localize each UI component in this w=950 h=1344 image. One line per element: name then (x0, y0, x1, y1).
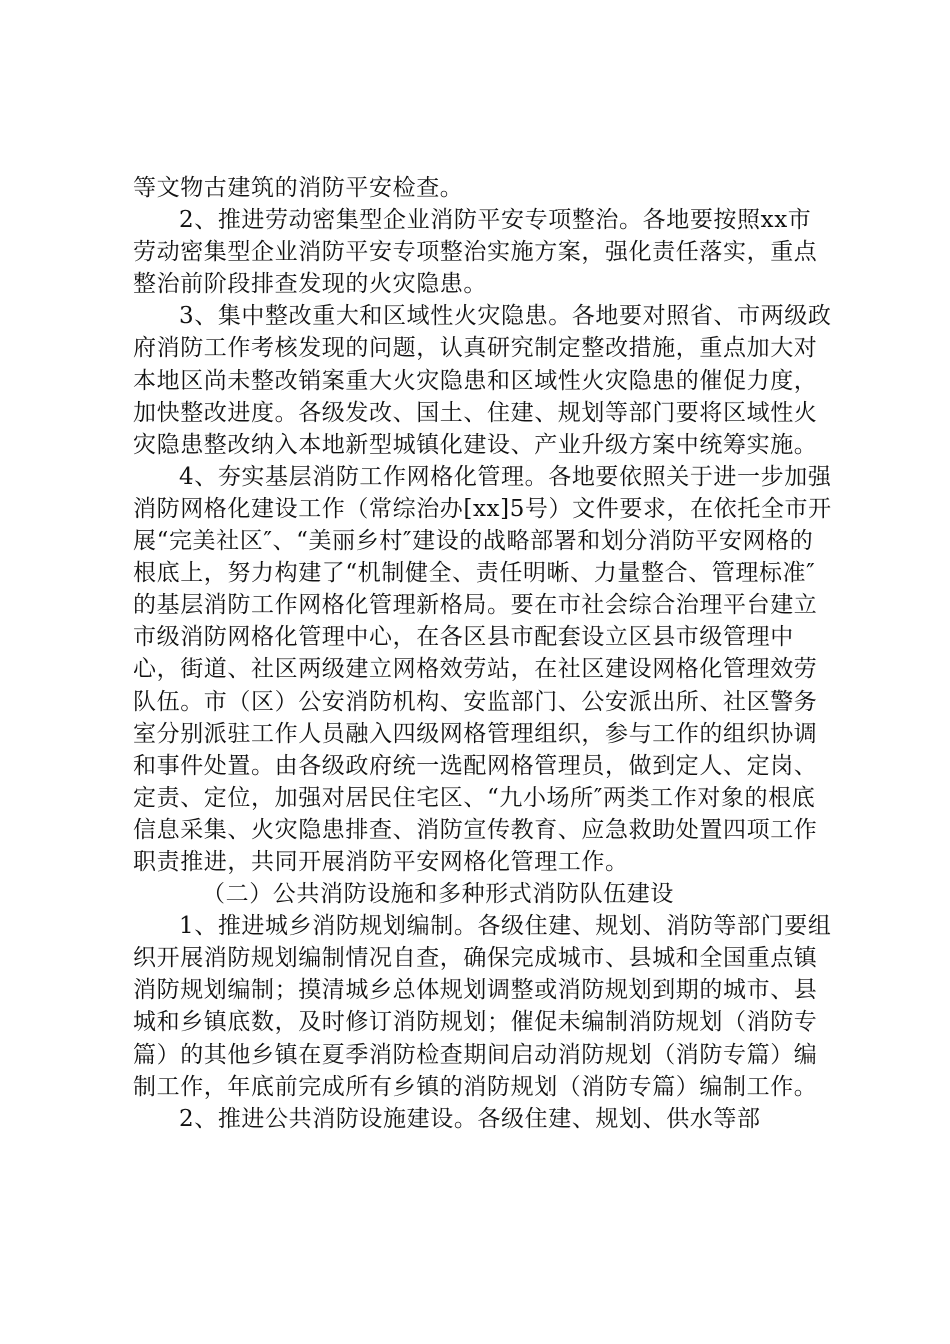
paragraph: 2、推进公共消防设施建设。各级住建、规划、供水等部 (179, 1105, 761, 1132)
document-body (133, 172, 833, 1135)
paragraph: 1、推进城乡消防规划编制。各级住建、规划、消防等部门要组织开展消防规划编制情况自查，确保完成城市、县城和全国重点镇消防规划编制；摸清城乡总体规划调整或消防规划到期的城市、县城和乡镇底数，及时修订消防规划；催促未编制消防规划（消防专篇）的其他乡镇在夏季消防检查期间启动消防规划（消防专篇）编制工作，年底前完成所有乡镇的消防规划（消防专篇）编制工作。 (133, 913, 832, 1100)
paragraph: 4、夯实基层消防工作网格化管理。各地要依照关于进一步加强消防网格化建设工作（常综治办[xx]5号）文件要求，在依托全市开展“完美社区″、“美丽乡村″建设的战略部署和划分消防平安网格的根底上，努力构建了“机制健全、责任明晰、力量整合、管理标准″的基层消防工作网格化管理新格局。要在市社会综合治理平台建立市级消防网格化管理中心，在各区县市配套设立区县市级管理中心，街道、社区两级建立网格效劳站，在社区建设网格化管理效劳队伍。市（区）公安消防机构、安监部门、公安派出所、社区警务室分别派驻工作人员融入四级网格管理组织，参与工作的组织协调和事件处置。由各级政府统一选配网格管理员，做到定人、定岗、定责、定位，加强对居民住宅区、“九小场所″两类工作对象的根底信息采集、火灾隐患排查、消防宣传教育、应急救助处置四项工作职责推进，共同开展消防平安网格化管理工作。 (133, 463, 832, 875)
paragraph: 等文物古建筑的消防平安检查。 (133, 175, 464, 201)
paragraph: 3、集中整改重大和区域性火灾隐患。各地要对照省、市两级政府消防工作考核发现的问题，认真研究制定整改措施，重点加大对本地区尚未整改销案重大火灾隐患和区域性火灾隐患的催促力度，加快整改进度。各级发改、国土、住建、规划等部门要将区域性火灾隐患整改纳入本地新型城镇化建设、产业升级方案中统筹实施。 (133, 303, 832, 458)
paragraph: 2、推进劳动密集型企业消防平安专项整治。各地要按照xx市劳动密集型企业消防平安专项整治实施方案，强化责任落实，重点整治前阶段排查发现的火灾隐患。 (133, 207, 818, 298)
section-heading: （二）公共消防设施和多种形式消防队伍建设 (202, 881, 674, 908)
